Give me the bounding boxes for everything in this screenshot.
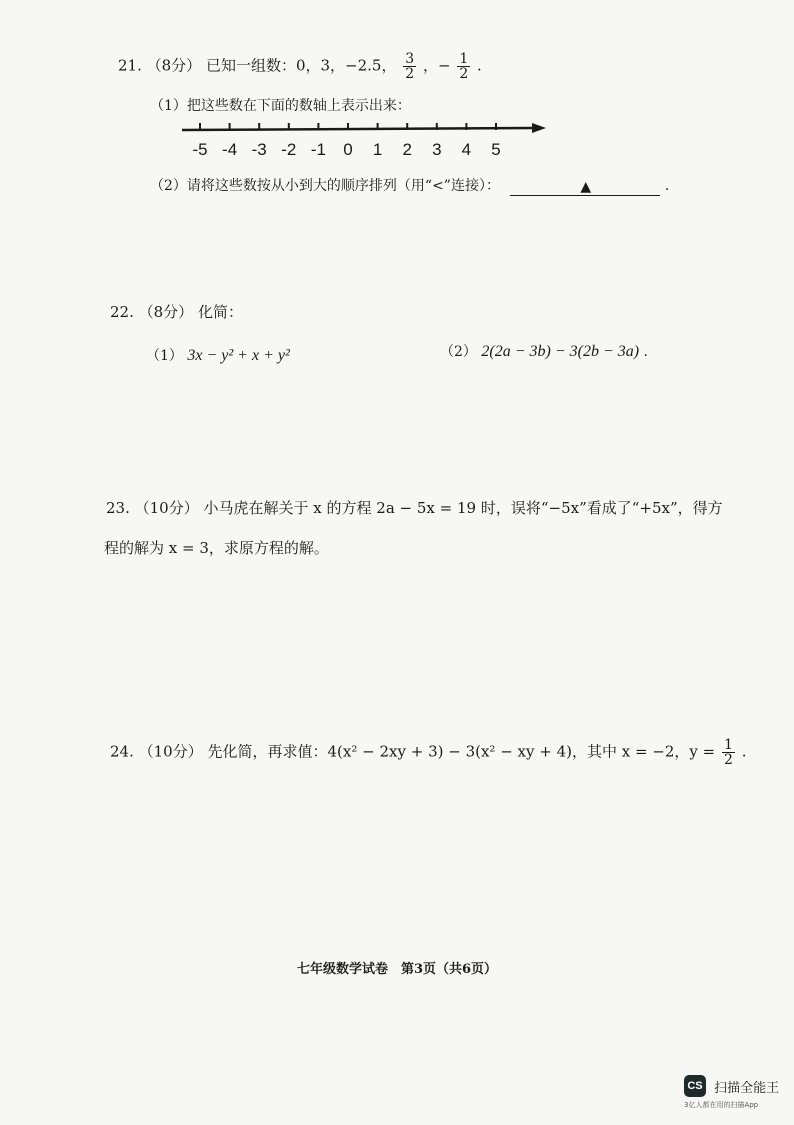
page-footer: 七年级数学试卷 第3页（共6页） [296, 962, 498, 977]
number-line-tick-label: 2 [402, 140, 412, 159]
number-line-tick-label: -1 [310, 140, 326, 159]
number-line-tick-label: -4 [222, 140, 238, 159]
q21-answer-blank[interactable] [510, 181, 660, 196]
q22-part2-label: （2） [440, 344, 477, 360]
q21-part2-text: （2）请将这些数按从小到大的顺序排列（用“<”连接）： [150, 178, 500, 194]
q21-part1: （1）把这些数在下面的数轴上表示出来： [150, 98, 411, 114]
q22-part1 [146, 346, 290, 366]
q21-fraction-one-half: $\frac{1}{2}$ [459, 51, 469, 82]
number-line-tick-label: -2 [281, 140, 297, 159]
number-line-tick-label: 3 [432, 140, 442, 159]
question-21 [118, 52, 482, 81]
camscanner-logo-icon: CS [684, 1075, 706, 1097]
number-line-tick-label: 5 [491, 140, 501, 159]
q22-part2 [440, 342, 648, 362]
question-22 [110, 302, 243, 322]
q21-separator: ，− [422, 56, 451, 75]
question-24 [110, 738, 746, 767]
number-line-tick-label: 0 [343, 140, 353, 159]
q24-fraction-one-half: $\frac{1}{2}$ [724, 737, 733, 768]
q21-end: . [477, 56, 482, 75]
question-23 [106, 498, 723, 518]
q21-part2-end: . [664, 178, 670, 194]
q24-points: （10分） [138, 742, 203, 761]
number-line-tick-label: -3 [251, 140, 267, 159]
q21-number: 21. [118, 56, 142, 75]
number-line-tick-label: 1 [372, 140, 383, 159]
number-line-tick-label: 4 [461, 140, 472, 159]
q21-fraction-three-halves: $\frac{3}{2}$ [405, 51, 415, 82]
q23-number: 23. [106, 499, 130, 517]
q24-number: 24. [110, 742, 134, 761]
scanner-badge [684, 1075, 784, 1110]
number-line-axis [182, 128, 532, 130]
q22-part2-expression: 2(2a − 3b) − 3(2b − 3a) [481, 343, 640, 360]
q23-line1: 小马虎在解关于 x 的方程 2a − 5x = 19 时，误将“−5x”看成了“+5x”，得方 [203, 499, 723, 517]
number-line-arrow [532, 123, 546, 133]
q21-stem: 已知一组数：0，3，−2.5， [205, 56, 397, 75]
q22-part1-label: （1） [146, 348, 183, 364]
number-line [176, 118, 548, 140]
q22-stem: 化简： [197, 303, 243, 321]
q23-line2: 程的解为 x = 3，求原方程的解。 [104, 539, 329, 557]
q24-stem: 先化简，再求值：4(x² − 2xy + 3) − 3(x² − xy + 4)，其中 x = −2，y = [207, 742, 720, 761]
q23-points: （10分） [134, 499, 199, 517]
triangle-mark-icon: ▲ [580, 179, 592, 195]
q24-end: . [741, 742, 747, 761]
q22-number: 22. [110, 303, 134, 321]
q21-points: （8分） [146, 56, 202, 75]
q22-part1-expression: 3x − y² + x + y² [187, 347, 290, 364]
scanner-tagline: 3亿人都在用的扫描App [684, 1101, 759, 1109]
scanner-app-name: 扫描全能王 [714, 1080, 780, 1096]
q22-part2-end: . [643, 344, 648, 360]
q21-part2 [150, 176, 669, 196]
number-line-tick-label: -5 [192, 140, 208, 159]
q22-points: （8分） [138, 303, 194, 321]
